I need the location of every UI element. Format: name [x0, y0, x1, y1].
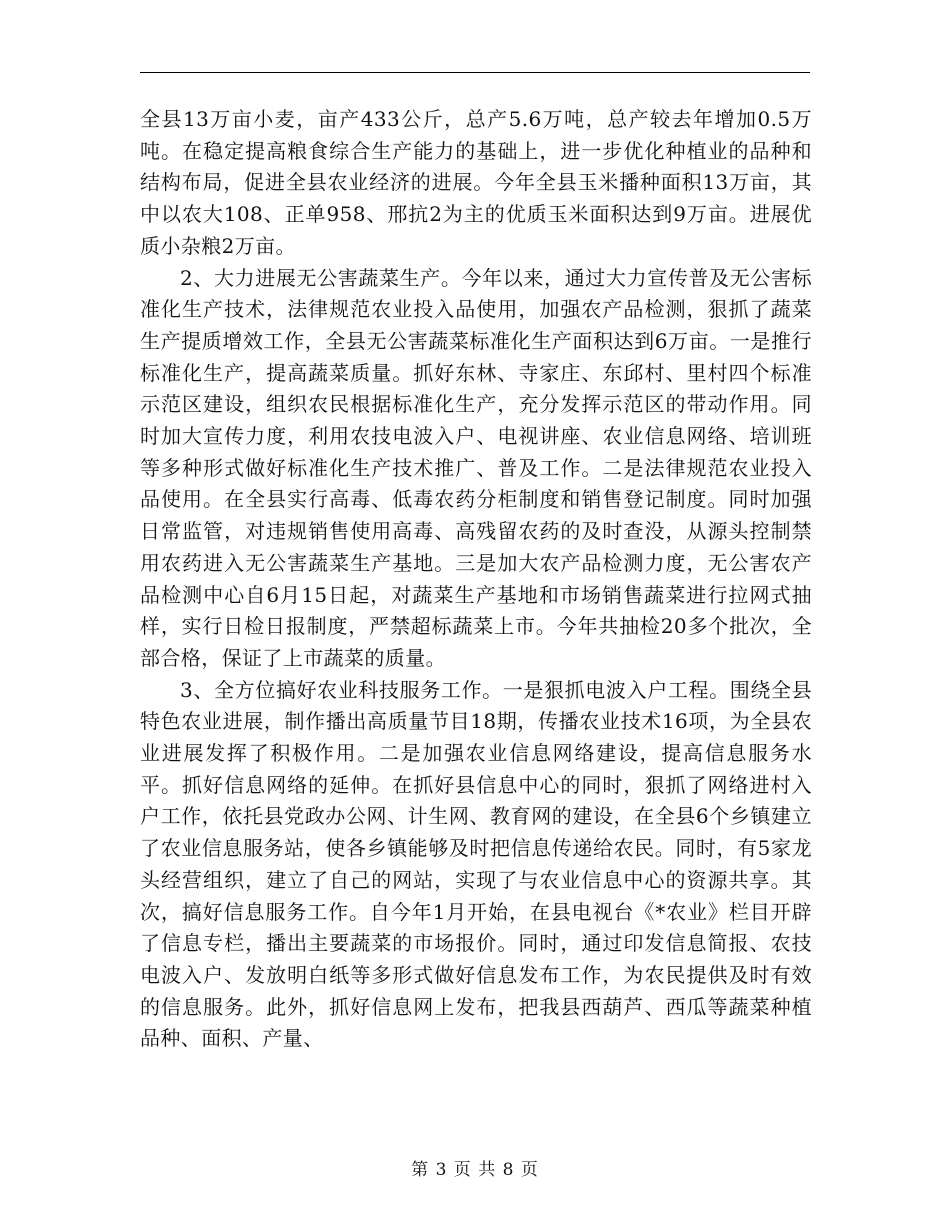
- paragraph-3: 3、全方位搞好农业科技服务工作。一是狠抓电波入户工程。围绕全县特色农业进展，制作播出高质量节目18期，传播农业技术16项，为全县农业进展发挥了积极作用。二是加强农业信息网络建设，提高信息服务水平。抓好信息网络的延伸。在抓好县信息中心的同时，狠抓了网络进村入户工作，依托县党政办公网、计生网、教育网的建设，在全县6个乡镇建立了农业信息服务站，使各乡镇能够及时把信息传递给农民。同时，有5家龙头经营组织，建立了自己的网站，实现了与农业信息中心的资源共享。其次，搞好信息服务工作。自今年1月开始，在县电视台《*农业》栏目开辟了信息专栏，播出主要蔬菜的市场报价。同时，通过印发信息简报、农技电波入户、发放明白纸等多形式做好信息发布工作，为农民提供及时有效的信息服务。此外，抓好信息网上发布，把我县西葫芦、西瓜等蔬菜种植品种、面积、产量、: [140, 677, 812, 1051]
- header-rule: [140, 72, 810, 73]
- paragraph-1: 全县13万亩小麦，亩产433公斤，总产5.6万吨，总产较去年增加0.5万吨。在稳定提高粮食综合生产能力的基础上，进一步优化种植业的品种和结构布局，促进全县农业经济的进展。今年全县玉米播种面积13万亩，其中以农大108、正单958、邢抗2为主的优质玉米面积达到9万亩。进展优质小杂粮2万亩。: [140, 107, 812, 258]
- page-number-footer: 第 3 页 共 8 页: [411, 1160, 539, 1180]
- paragraph-2: 2、大力进展无公害蔬菜生产。今年以来，通过大力宣传普及无公害标准化生产技术，法律规范农业投入品使用，加强农产品检测，狠抓了蔬菜生产提质增效工作，全县无公害蔬菜标准化生产面积达到6万亩。一是推行标准化生产，提高蔬菜质量。抓好东林、寺家庄、东邱村、里村四个标准示范区建设，组织农民根据标准化生产，充分发挥示范区的带动作用。同时加大宣传力度，利用农技电波入户、电视讲座、农业信息网络、培训班等多种形式做好标准化生产技术推广、普及工作。二是法律规范农业投入品使用。在全县实行高毒、低毒农药分柜制度和销售登记制度。同时加强日常监管，对违规销售使用高毒、高残留农药的及时查没，从源头控制禁用农药进入无公害蔬菜生产基地。三是加大农产品检测力度，无公害农产品检测中心自6月15日起，对蔬菜生产基地和市场销售蔬菜进行拉网式抽样，实行日检日报制度，严禁超标蔬菜上市。今年共抽检20多个批次，全部合格，保证了上市蔬菜的质量。: [140, 265, 812, 670]
- document-body: [140, 104, 812, 1055]
